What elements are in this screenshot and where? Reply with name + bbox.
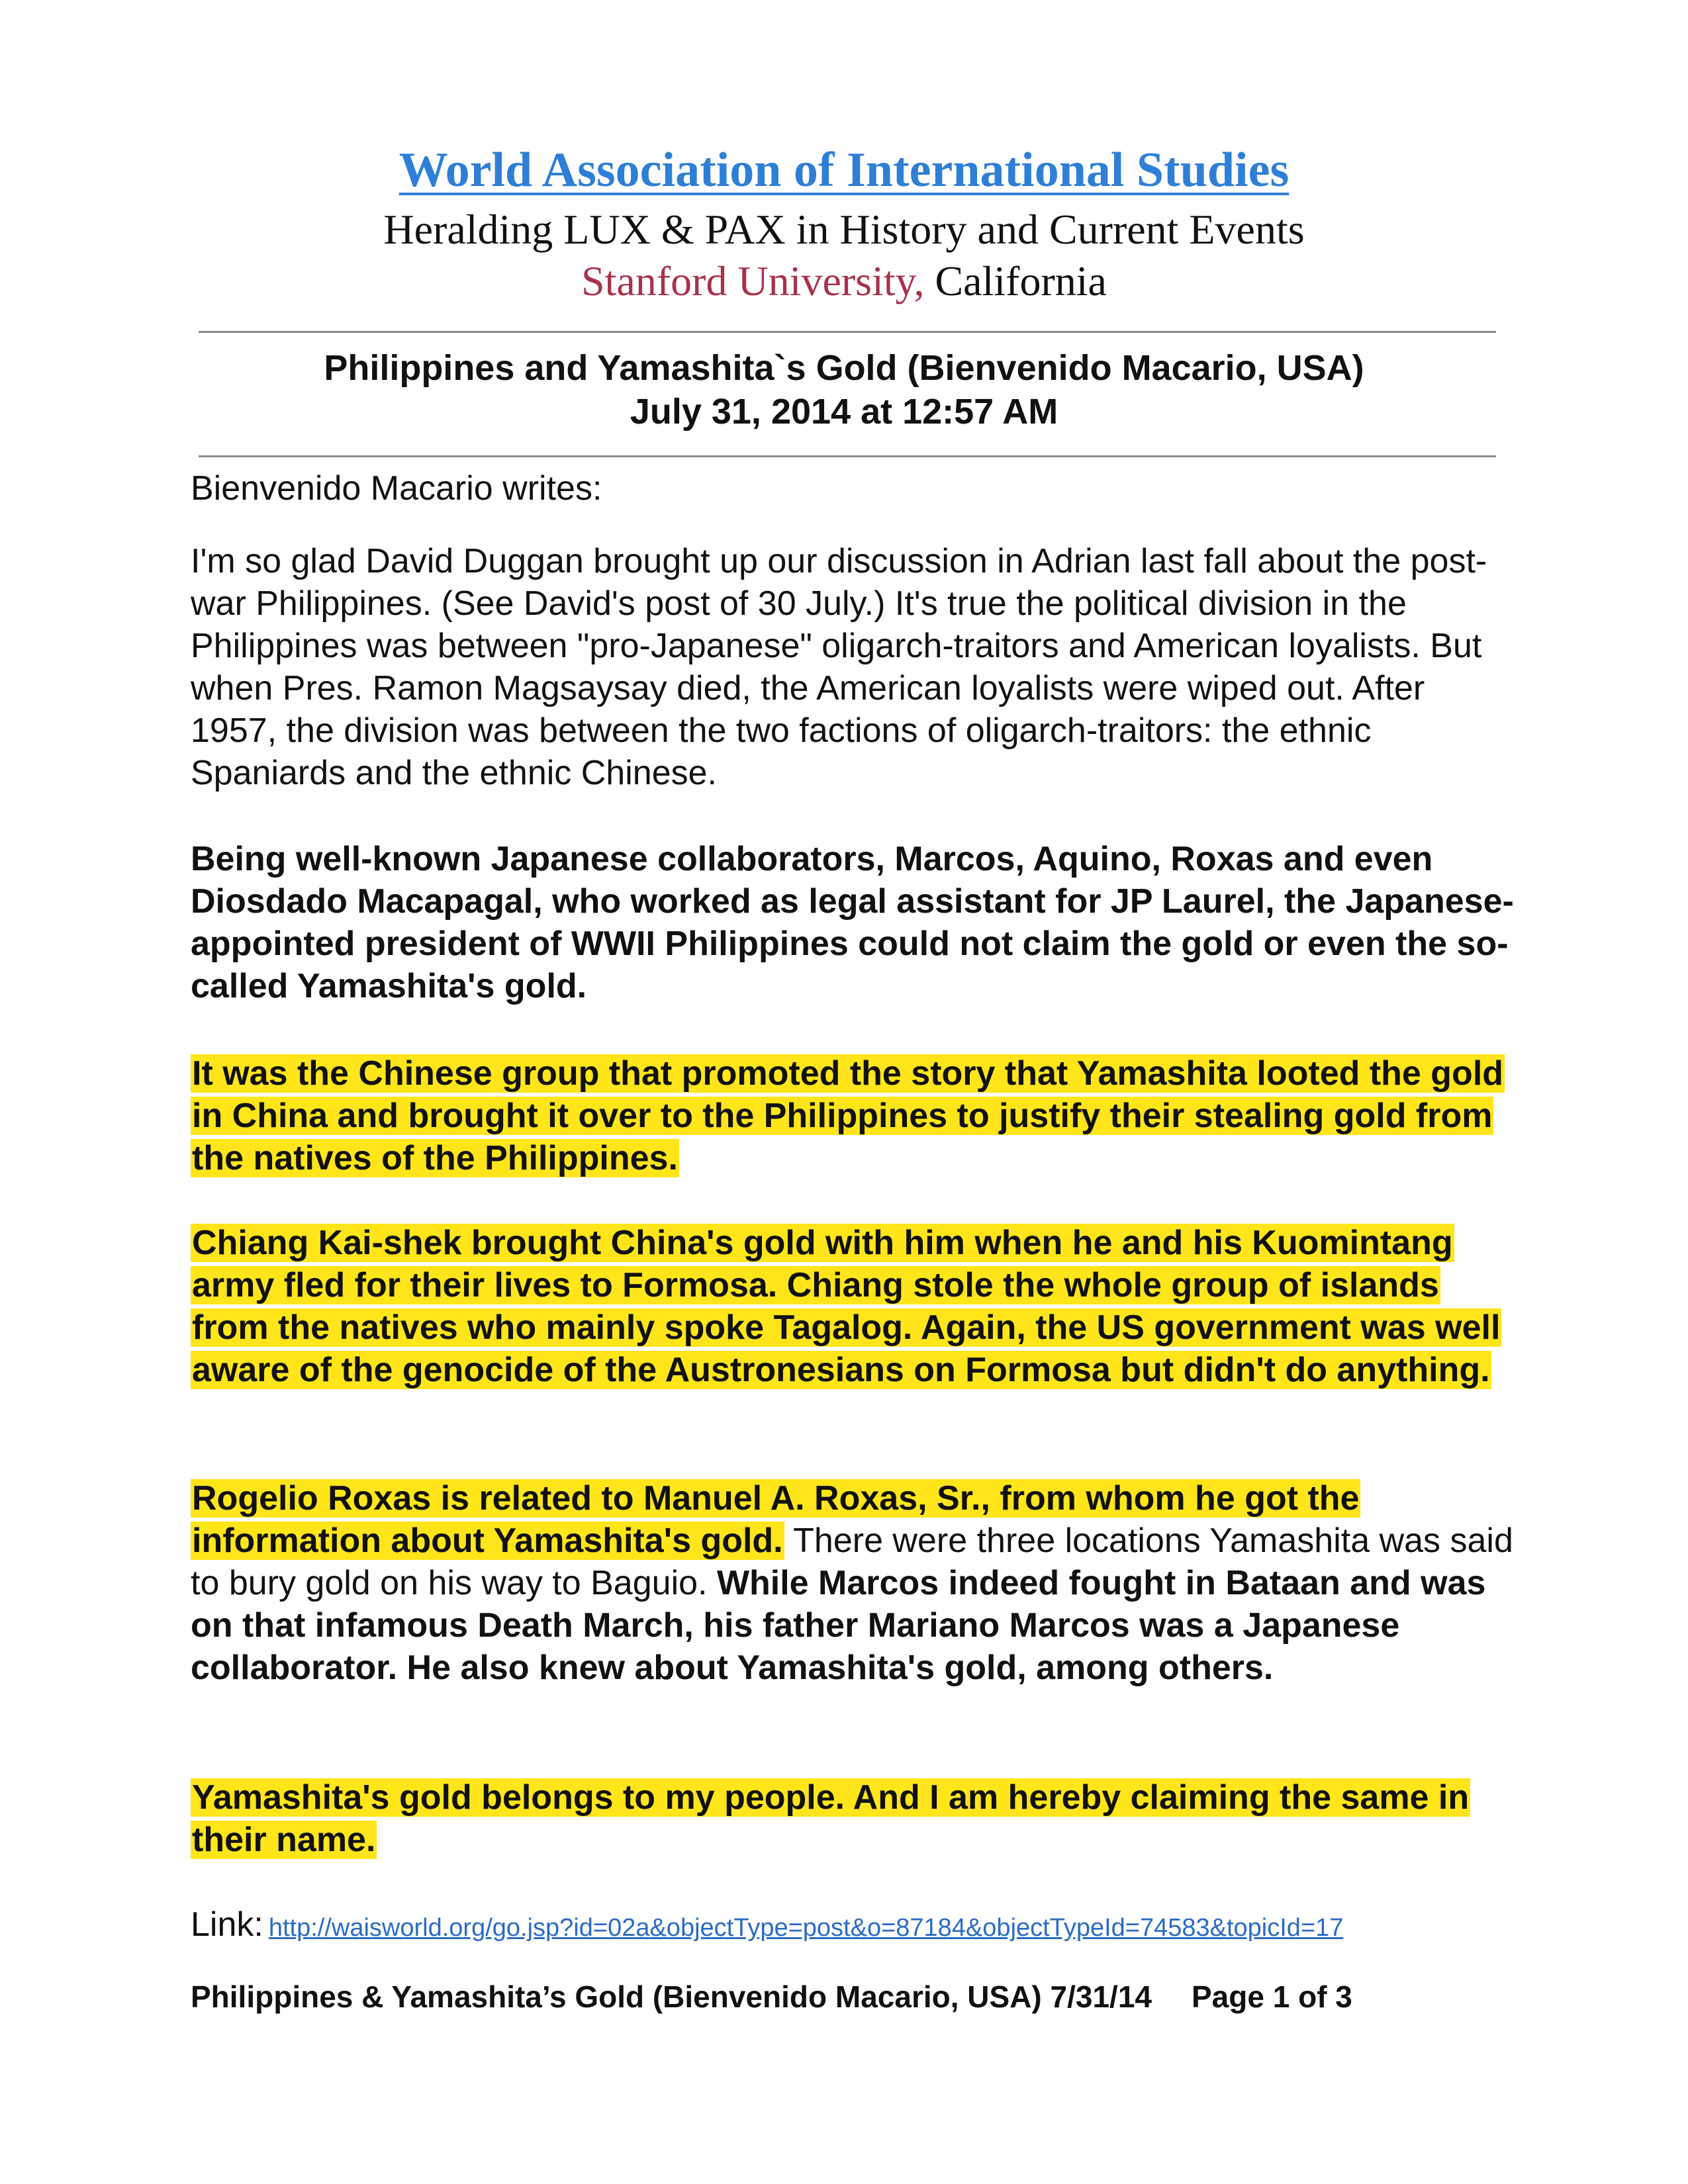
link-line xyxy=(191,1905,1343,1944)
top-divider xyxy=(199,331,1496,333)
highlighted-text: Yamashita's gold belongs to my people. And I am hereby claiming the same in their name. xyxy=(192,1778,1470,1859)
paragraph-3 xyxy=(191,1052,1515,1179)
page-number: Page 1 of 3 xyxy=(1192,1979,1352,2014)
org-tagline: Heralding LUX & PAX in History and Current Events xyxy=(383,206,1305,253)
org-name: World Association of International Studies xyxy=(399,143,1289,197)
paragraph-1: I'm so glad David Duggan brought up our discussion in Adrian last fall about the post-war Philippines. (See David's post of 30 July.) It's true the political division in the Philippines was between "pro-Japanese" oligarch-traitors and American loyalists. But when Pres. Ramon Magsaysay died, the American loyalists were wiped out. After 1957, the division was between the two factions of oligarch-traitors: the ethnic Spaniards and the ethnic Chinese. xyxy=(191,542,1487,792)
paragraph-2: Being well-known Japanese collaborators, Marcos, Aquino, Roxas and even Diosdado Macapagal, who worked as legal assistant for JP Laurel, the Japanese-appointed president of WWII Philippines could not claim the gold or even the so-called Yamashita's gold. xyxy=(191,840,1514,1005)
post-date: July 31, 2014 at 12:57 AM xyxy=(630,392,1058,432)
post-title: Philippines and Yamashita`s Gold (Bienvenido Macario, USA) xyxy=(324,348,1364,388)
university-name: Stanford University, xyxy=(581,257,925,304)
post-link[interactable]: http://waisworld.org/go.jsp?id=02a&objectType=post&o=87184&objectTypeId=74583&topicId=17 xyxy=(268,1914,1344,1942)
page-footer xyxy=(191,1979,1515,2015)
state-name: California xyxy=(924,257,1107,304)
intro-line: Bienvenido Macario writes: xyxy=(191,469,602,508)
plain-text: There were three locations Yamashita was said to bury gold on his way to Baguio. xyxy=(191,1522,1513,1602)
org-location xyxy=(0,257,1688,306)
highlighted-text: It was the Chinese group that promoted the story that Yamashita looted the gold in China and brought it over to the Philippines to justify their stealing gold from the natives of the Philippines. xyxy=(192,1054,1504,1177)
highlighted-text: Rogelio Roxas is related to Manuel A. Roxas, Sr., from whom he got the information about Yamashita's gold. xyxy=(192,1479,1360,1560)
bold-text: While Marcos indeed fought in Bataan and was on that infamous Death March, his father Mariano Marcos was a Japanese collaborator. He also knew about Yamashita's gold, among others. xyxy=(191,1564,1486,1687)
paragraph-4 xyxy=(191,1222,1515,1391)
link-label: Link: xyxy=(191,1905,263,1944)
paragraph-5 xyxy=(191,1477,1515,1689)
footer-text: Philippines & Yamashita’s Gold (Bienvenido Macario, USA) 7/31/14 xyxy=(191,1979,1152,2014)
highlighted-text: Chiang Kai-shek brought China's gold with him when he and his Kuomintang army fled for their lives to Formosa. Chiang stole the whole group of islands from the natives who mainly spoke Tagalog. Again, the US government was well aware of the genocide of the Austronesians on Formosa but didn't do anything. xyxy=(192,1224,1501,1389)
paragraph-6 xyxy=(191,1776,1515,1861)
bottom-divider xyxy=(199,455,1496,457)
